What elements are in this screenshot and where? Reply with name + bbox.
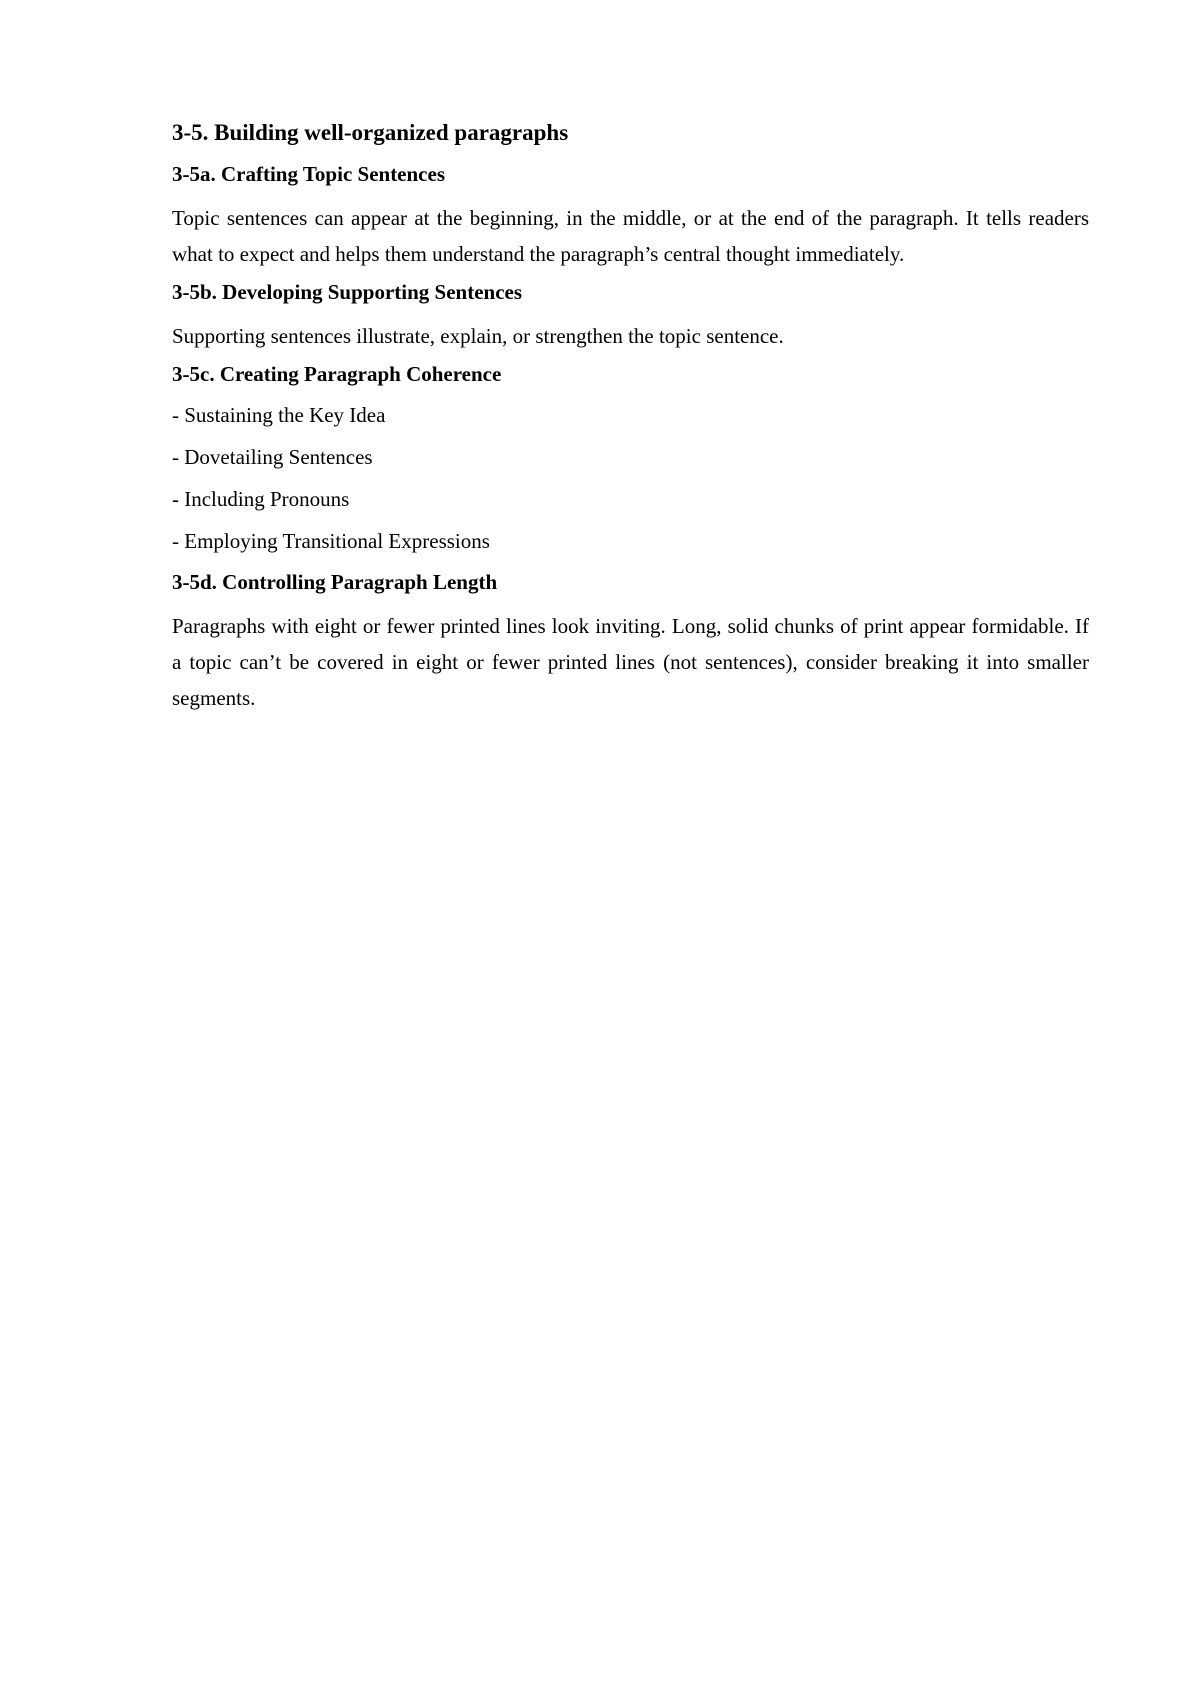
list-item: - Employing Transitional Expressions — [172, 529, 490, 553]
list-item: - Dovetailing Sentences — [172, 445, 373, 469]
section-heading-3-5b: 3-5b. Developing Supporting Sentences — [172, 280, 523, 304]
section-body-3-5d: Paragraphs with eight or fewer printed lines look inviting. Long, solid chunks of print appear formidable. If a topic can’t be covered in eight or fewer printed lines (not sentences), consider breaking it into smaller segments. — [172, 614, 1089, 710]
section-heading-3-5a: 3-5a. Crafting Topic Sentences — [172, 162, 445, 186]
document-title: 3-5. Building well-organized paragraphs — [172, 120, 569, 145]
section-heading-3-5d: 3-5d. Controlling Paragraph Length — [172, 570, 498, 594]
list-item: - Sustaining the Key Idea — [172, 403, 386, 427]
section-body-3-5a: Topic sentences can appear at the beginning, in the middle, or at the end of the paragraph. It tells readers what to expect and helps them understand the paragraph’s central thought immediately. — [172, 206, 1089, 266]
list-item: - Including Pronouns — [172, 487, 350, 511]
document-page — [172, 118, 1089, 722]
coherence-list — [172, 400, 1089, 556]
section-heading-3-5c: 3-5c. Creating Paragraph Coherence — [172, 362, 502, 386]
section-body-3-5b: Supporting sentences illustrate, explain, or strengthen the topic sentence. — [172, 324, 784, 348]
